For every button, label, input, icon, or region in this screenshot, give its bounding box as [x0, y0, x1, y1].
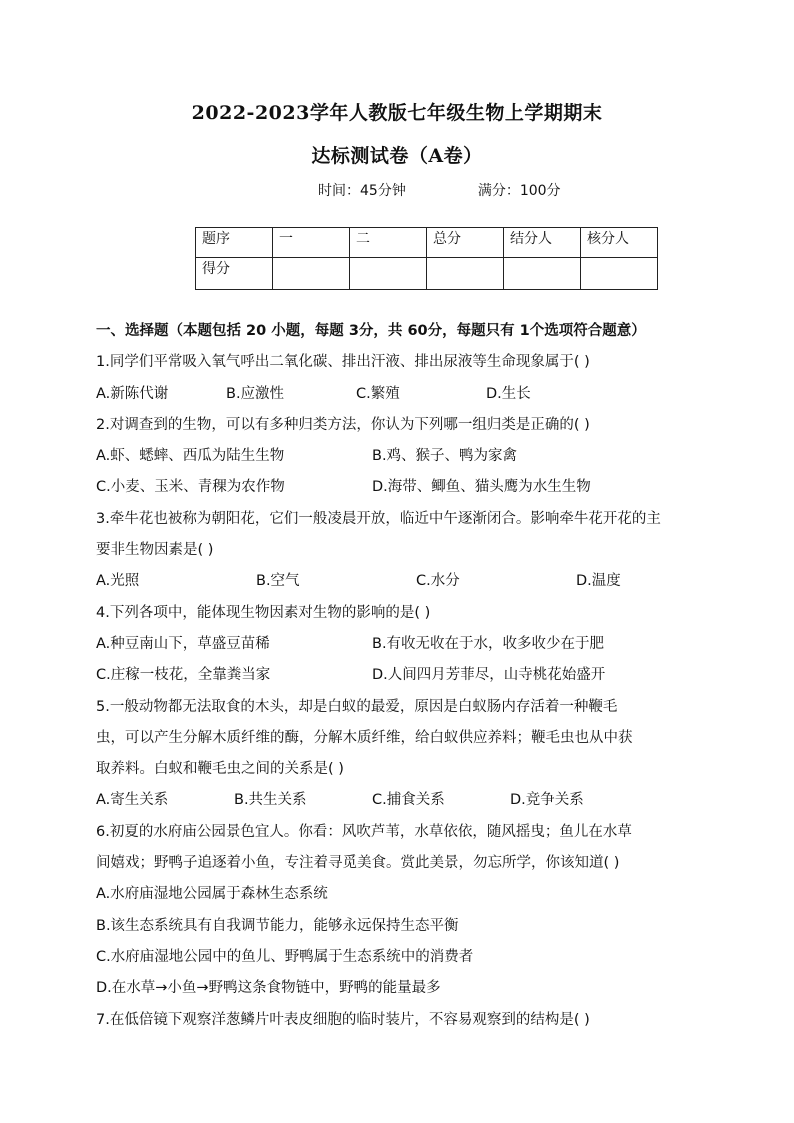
section-heading [96, 316, 736, 347]
question-5-stem-line3: 取养料。白蚁和鞭毛虫之间的关系是( ) [96, 761, 344, 778]
question-6-option-a: A.水府庙湿地公园属于森林生态系统 [96, 886, 328, 903]
score-table [195, 227, 658, 290]
option-c: C.水分 [416, 573, 460, 590]
question-3-options [96, 566, 736, 597]
option-b: B.有收无收在于水，收多收少在于肥 [372, 635, 605, 652]
score-cell: 一 [273, 228, 350, 258]
question-1-stem: 1.同学们平常吸入氧气呼出二氧化碳、排出汗液、排出尿液等生命现象属于( ) [96, 354, 590, 371]
option-d: D.生长 [486, 385, 531, 402]
question-6-option-b: B.该生态系统具有自我调节能力，能够永远保持生态平衡 [96, 917, 459, 934]
question-2-options-row1 [96, 441, 736, 472]
score-cell: 得分 [196, 258, 273, 290]
option-d: D.温度 [576, 573, 621, 590]
score-cell [504, 258, 581, 290]
option-a: A.虾、蟋蟀、西瓜为陆生生物 [96, 448, 285, 465]
question-2-stem: 2.对调查到的生物，可以有多种归类方法，你认为下列哪一组归类是正确的( ) [96, 416, 590, 433]
exam-time: 时间：45分钟 [318, 183, 406, 199]
score-cell [350, 258, 427, 290]
exam-title-line1: 2022-2023学年人教版七年级生物上学期期末 [191, 102, 603, 124]
question-6-option-c: C.水府庙湿地公园中的鱼儿、野鸭属于生态系统中的消费者 [96, 948, 474, 965]
exam-meta [318, 180, 561, 200]
option-c: C.小麦、玉米、青稞为农作物 [96, 479, 285, 496]
section-title: 一、选择题 [96, 323, 169, 339]
option-d: D.海带、鲫鱼、猫头鹰为水生生物 [372, 479, 591, 496]
score-table-header-row [196, 228, 658, 258]
score-cell [581, 258, 658, 290]
question-5-stem-line1: 5.一般动物都无法取食的木头，却是白蚁的最爱，原因是白蚁肠内存活着一种鞭毛 [96, 698, 618, 715]
option-b: B.应激性 [226, 385, 285, 402]
score-cell: 核分人 [581, 228, 658, 258]
exam-title-line2: 达标测试卷（A卷） [311, 145, 483, 167]
question-2-options-row2 [96, 472, 736, 503]
question-3-stem-line1: 3.牵牛花也被称为朝阳花，它们一般凌晨开放，临近中午逐渐闭合。影响牵牛花开花的主 [96, 510, 661, 527]
option-c: C.繁殖 [356, 385, 400, 402]
score-cell: 题序 [196, 228, 273, 258]
exam-full-score: 满分：100分 [477, 183, 561, 199]
score-cell [427, 258, 504, 290]
option-b: B.鸡、猴子、鸭为家禽 [372, 448, 518, 465]
question-6-stem-line1: 6.初夏的水府庙公园景色宜人。你看：风吹芦苇，水草依依，随风摇曳；鱼儿在水草 [96, 823, 632, 840]
score-cell: 二 [350, 228, 427, 258]
question-5-stem-line2: 虫，可以产生分解木质纤维的酶，分解木质纤维，给白蚁供应养料；鞭毛虫也从中获 [96, 729, 633, 746]
score-cell: 结分人 [504, 228, 581, 258]
score-cell: 总分 [427, 228, 504, 258]
score-table-score-row [196, 258, 658, 290]
score-cell [273, 258, 350, 290]
option-d: D.竞争关系 [510, 792, 584, 809]
option-a: A.种豆南山下，草盛豆苗稀 [96, 635, 270, 652]
option-a: A.新陈代谢 [96, 385, 169, 402]
option-b: B.空气 [256, 573, 300, 590]
option-a: A.寄生关系 [96, 792, 169, 809]
option-a: A.光照 [96, 573, 140, 590]
question-6-option-d: D.在水草→小鱼→野鸭这条食物链中，野鸭的能量最多 [96, 980, 441, 997]
option-c: C.捕食关系 [372, 792, 445, 809]
question-5-options [96, 785, 736, 816]
option-d: D.人间四月芳菲尽，山寺桃花始盛开 [372, 667, 606, 684]
question-7-stem: 7.在低倍镜下观察洋葱鳞片叶表皮细胞的临时装片，不容易观察到的结构是( ) [96, 1011, 590, 1028]
question-4-options-row2 [96, 660, 736, 691]
question-3-stem-line2: 要非生物因素是( ) [96, 542, 214, 559]
question-1-options [96, 379, 736, 410]
question-6-stem-line2: 间嬉戏；野鸭子追逐着小鱼，专注着寻觅美食。赏此美景，勿忘所学，你该知道( ) [96, 855, 620, 872]
section-note: （本题包括 20 小题，每题 3分，共 60分，每题只有 1个选项符合题意） [168, 323, 646, 339]
exam-content [96, 316, 736, 1036]
question-4-options-row1 [96, 629, 736, 660]
option-c: C.庄稼一枝花，全靠粪当家 [96, 667, 271, 684]
question-4-stem: 4.下列各项中，能体现生物因素对生物的影响的是( ) [96, 604, 431, 621]
option-b: B.共生关系 [234, 792, 307, 809]
